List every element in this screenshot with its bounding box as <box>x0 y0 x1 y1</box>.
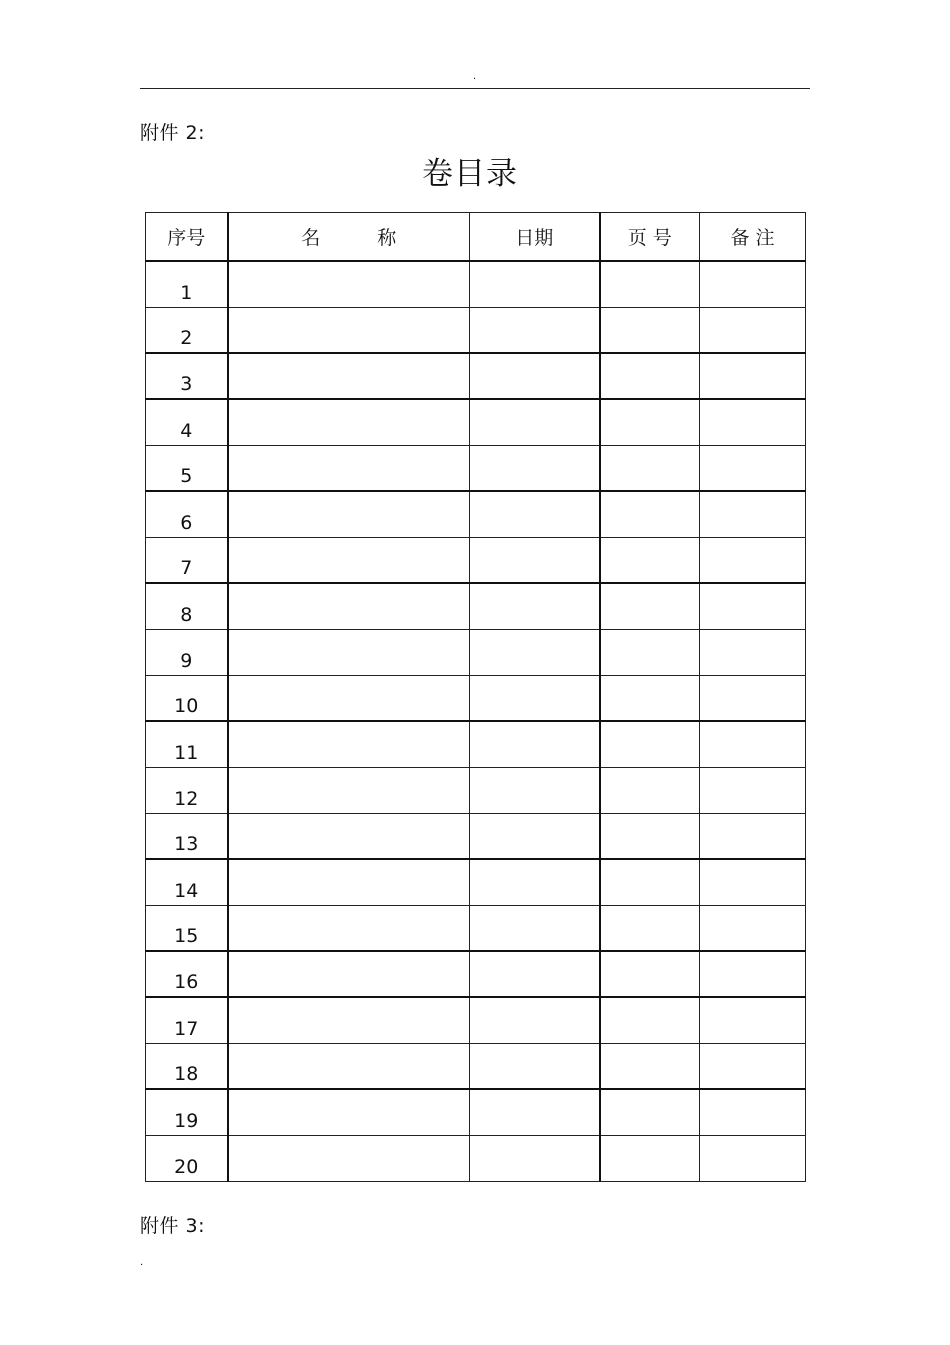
cell-page <box>600 859 700 905</box>
cell-no: 6 <box>146 491 228 537</box>
table-row <box>146 629 806 675</box>
cell-no: 2 <box>146 307 228 353</box>
cell-no: 16 <box>146 951 228 997</box>
cell-name <box>228 445 470 491</box>
table-row <box>146 905 806 951</box>
cell-remark <box>700 1089 806 1135</box>
cell-date <box>470 629 600 675</box>
cell-no: 1 <box>146 261 228 307</box>
cell-no: 8 <box>146 583 228 629</box>
cell-date <box>470 813 600 859</box>
table-row <box>146 951 806 997</box>
table-row <box>146 399 806 445</box>
table-row <box>146 583 806 629</box>
cell-name <box>228 491 470 537</box>
cell-remark <box>700 951 806 997</box>
cell-date <box>470 905 600 951</box>
cell-page <box>600 767 700 813</box>
cell-name <box>228 353 470 399</box>
cell-name <box>228 399 470 445</box>
cell-no: 7 <box>146 537 228 583</box>
cell-name <box>228 859 470 905</box>
cell-remark <box>700 537 806 583</box>
cell-no: 4 <box>146 399 228 445</box>
table-row <box>146 261 806 307</box>
cell-no: 13 <box>146 813 228 859</box>
header-dot: . <box>473 71 477 82</box>
cell-no: 3 <box>146 353 228 399</box>
cell-name <box>228 905 470 951</box>
cell-page <box>600 261 700 307</box>
table-row <box>146 721 806 767</box>
cell-name <box>228 307 470 353</box>
cell-name <box>228 813 470 859</box>
cell-no: 12 <box>146 767 228 813</box>
cell-page <box>600 675 700 721</box>
attachment-label-bottom: 附件 3: <box>140 1215 206 1237</box>
cell-page <box>600 399 700 445</box>
cell-name <box>228 583 470 629</box>
table-row <box>146 1043 806 1089</box>
cell-remark <box>700 1043 806 1089</box>
cell-page <box>600 1135 700 1181</box>
cell-name <box>228 767 470 813</box>
cell-no: 20 <box>146 1135 228 1181</box>
header-name: 名 称 <box>228 213 470 262</box>
cell-remark <box>700 445 806 491</box>
cell-remark <box>700 491 806 537</box>
header-no: 序号 <box>146 213 228 262</box>
table-row <box>146 813 806 859</box>
cell-name <box>228 261 470 307</box>
cell-remark <box>700 399 806 445</box>
cell-date <box>470 767 600 813</box>
cell-page <box>600 905 700 951</box>
cell-remark <box>700 675 806 721</box>
table-header-row <box>146 213 806 262</box>
cell-remark <box>700 905 806 951</box>
cell-no: 11 <box>146 721 228 767</box>
cell-date <box>470 353 600 399</box>
cell-remark <box>700 353 806 399</box>
cell-no: 15 <box>146 905 228 951</box>
table-row <box>146 491 806 537</box>
cell-page <box>600 1089 700 1135</box>
cell-name <box>228 721 470 767</box>
cell-date <box>470 445 600 491</box>
cell-date <box>470 675 600 721</box>
header-remark: 备 注 <box>700 213 806 262</box>
header-rule <box>140 88 810 89</box>
cell-remark <box>700 997 806 1043</box>
cell-date <box>470 997 600 1043</box>
cell-name <box>228 997 470 1043</box>
table-row <box>146 859 806 905</box>
cell-date <box>470 261 600 307</box>
cell-remark <box>700 721 806 767</box>
page-title: 卷目录 <box>422 156 518 192</box>
cell-no: 5 <box>146 445 228 491</box>
cell-page <box>600 491 700 537</box>
cell-name <box>228 537 470 583</box>
cell-page <box>600 537 700 583</box>
table-row <box>146 997 806 1043</box>
cell-remark <box>700 1135 806 1181</box>
cell-remark <box>700 583 806 629</box>
cell-page <box>600 813 700 859</box>
cell-page <box>600 353 700 399</box>
cell-page <box>600 307 700 353</box>
cell-date <box>470 307 600 353</box>
cell-date <box>470 1135 600 1181</box>
table-row <box>146 675 806 721</box>
cell-name <box>228 629 470 675</box>
cell-no: 19 <box>146 1089 228 1135</box>
header-page: 页 号 <box>600 213 700 262</box>
cell-name <box>228 675 470 721</box>
cell-date <box>470 721 600 767</box>
cell-date <box>470 399 600 445</box>
cell-name <box>228 1089 470 1135</box>
cell-date <box>470 1089 600 1135</box>
cell-no: 18 <box>146 1043 228 1089</box>
cell-no: 14 <box>146 859 228 905</box>
cell-date <box>470 491 600 537</box>
cell-page <box>600 1043 700 1089</box>
cell-page <box>600 997 700 1043</box>
cell-date <box>470 951 600 997</box>
cell-remark <box>700 813 806 859</box>
cell-page <box>600 445 700 491</box>
table-row <box>146 307 806 353</box>
footer-dot: . <box>140 1257 144 1268</box>
header-date: 日期 <box>470 213 600 262</box>
cell-page <box>600 629 700 675</box>
cell-page <box>600 951 700 997</box>
attachment-label-top: 附件 2: <box>140 122 206 144</box>
cell-name <box>228 1043 470 1089</box>
table-row <box>146 353 806 399</box>
cell-no: 10 <box>146 675 228 721</box>
cell-page <box>600 583 700 629</box>
cell-date <box>470 1043 600 1089</box>
cell-date <box>470 859 600 905</box>
cell-date <box>470 537 600 583</box>
cell-remark <box>700 859 806 905</box>
table-row <box>146 445 806 491</box>
cell-remark <box>700 767 806 813</box>
cell-remark <box>700 307 806 353</box>
catalog-table <box>145 212 806 1182</box>
cell-page <box>600 721 700 767</box>
cell-name <box>228 1135 470 1181</box>
table-row <box>146 537 806 583</box>
cell-no: 9 <box>146 629 228 675</box>
table-row <box>146 767 806 813</box>
cell-no: 17 <box>146 997 228 1043</box>
cell-date <box>470 583 600 629</box>
table-body <box>146 261 806 1181</box>
cell-remark <box>700 629 806 675</box>
cell-name <box>228 951 470 997</box>
cell-remark <box>700 261 806 307</box>
table-row <box>146 1135 806 1181</box>
table-row <box>146 1089 806 1135</box>
